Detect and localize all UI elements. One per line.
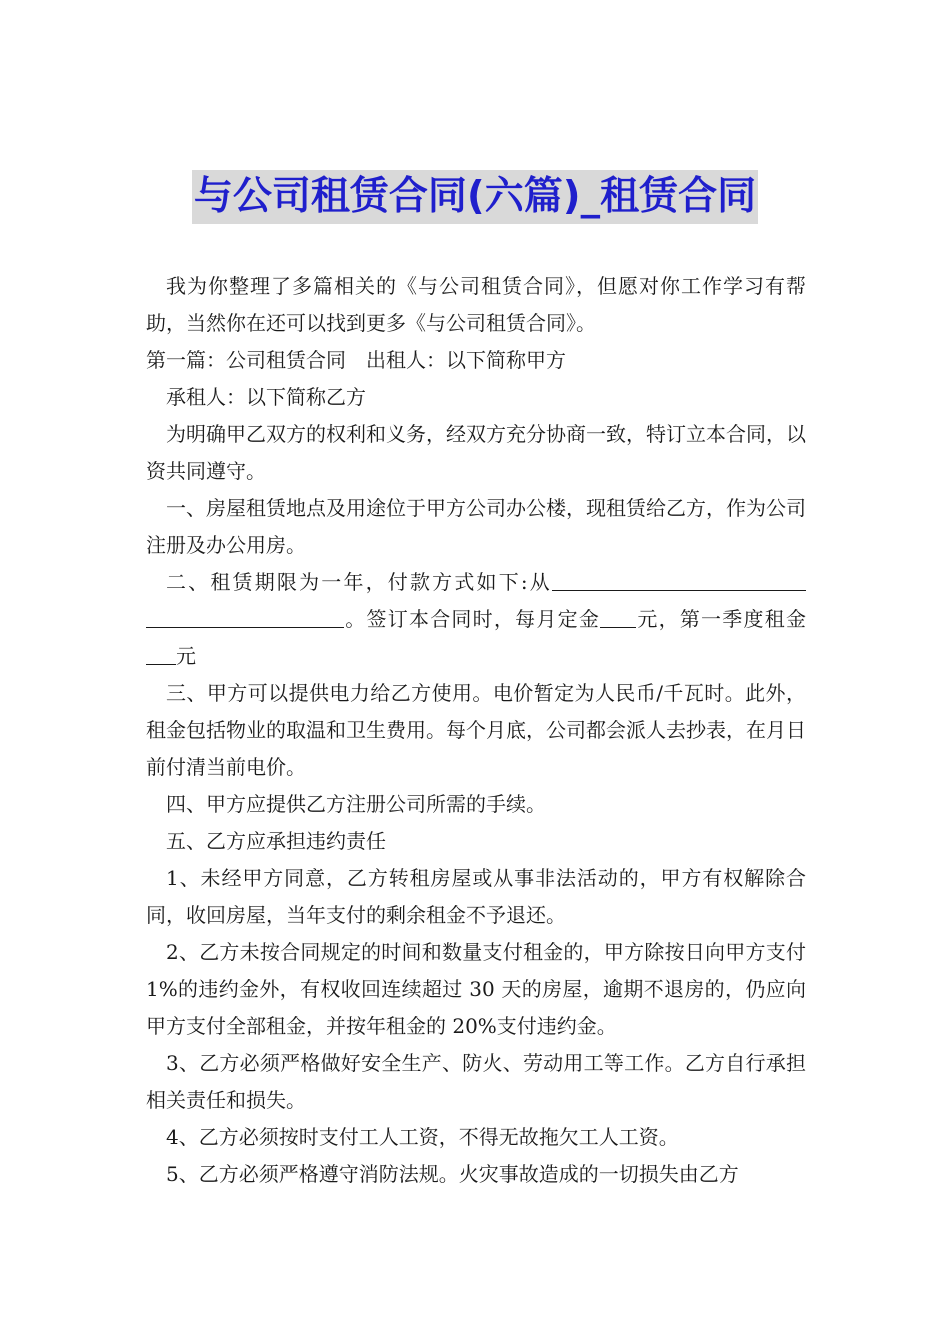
- clause-three: 三、甲方可以提供电力给乙方使用。电价暂定为人民币/千瓦时。此外，租金包括物业的取温和卫生费用。每个月底，公司都会派人去抄表，在月日前付清当前电价。: [146, 681, 806, 779]
- document-title: 与公司租赁合同(六篇)_租赁合同: [192, 170, 758, 224]
- purpose-paragraph: 为明确甲乙双方的权利和义务，经双方充分协商一致，特订立本合同，以资共同遵守。: [146, 422, 806, 483]
- clause-five: 五、乙方应承担违约责任: [166, 829, 386, 853]
- lease-term-blank-continued: [146, 603, 344, 628]
- first-quarter-rent-blank: [146, 640, 176, 665]
- part-one-heading: 第一篇：公司租赁合同 出租人：以下简称甲方: [146, 348, 566, 372]
- clause-two-text-d: 元: [176, 644, 196, 668]
- clause-five-item-3: 3、乙方必须严格做好安全生产、防火、劳动用工等工作。乙方自行承担相关责任和损失。: [146, 1051, 806, 1112]
- clause-two-text-b: 。签订本合同时，每月定金: [344, 607, 601, 631]
- clause-five-item-2: 2、乙方未按合同规定的时间和数量支付租金的，甲方除按日向甲方支付 1%的违约金外，有权收回连续超过 30 天的房屋，逾期不退房的，仍应向甲方支付全部租金，并按年租金的 20%支付违约金。: [146, 940, 806, 1038]
- clause-two-text-c: 元，第一季度租金: [636, 607, 807, 631]
- lessee-line: 承租人：以下简称乙方: [166, 385, 366, 409]
- clause-four: 四、甲方应提供乙方注册公司所需的手续。: [166, 792, 546, 816]
- clause-two: [146, 564, 806, 675]
- clause-five-item-5: 5、乙方必须严格遵守消防法规。火灾事故造成的一切损失由乙方: [166, 1162, 739, 1186]
- title-container: [0, 170, 950, 224]
- intro-paragraph: 我为你整理了多篇相关的《与公司租赁合同》，但愿对你工作学习有帮助，当然你在还可以找到更多《与公司租赁合同》。: [146, 274, 806, 335]
- lease-term-blank: [552, 566, 806, 591]
- document-body: [146, 268, 806, 1193]
- clause-two-text-a: 二、租赁期限为一年，付款方式如下:从: [166, 570, 552, 594]
- deposit-blank: [600, 603, 636, 628]
- clause-five-item-4: 4、乙方必须按时支付工人工资，不得无故拖欠工人工资。: [166, 1125, 679, 1149]
- clause-one: 一、房屋租赁地点及用途位于甲方公司办公楼，现租赁给乙方，作为公司注册及办公用房。: [146, 496, 806, 557]
- clause-five-item-1: 1、未经甲方同意，乙方转租房屋或从事非法活动的，甲方有权解除合同，收回房屋，当年支付的剩余租金不予退还。: [146, 866, 806, 927]
